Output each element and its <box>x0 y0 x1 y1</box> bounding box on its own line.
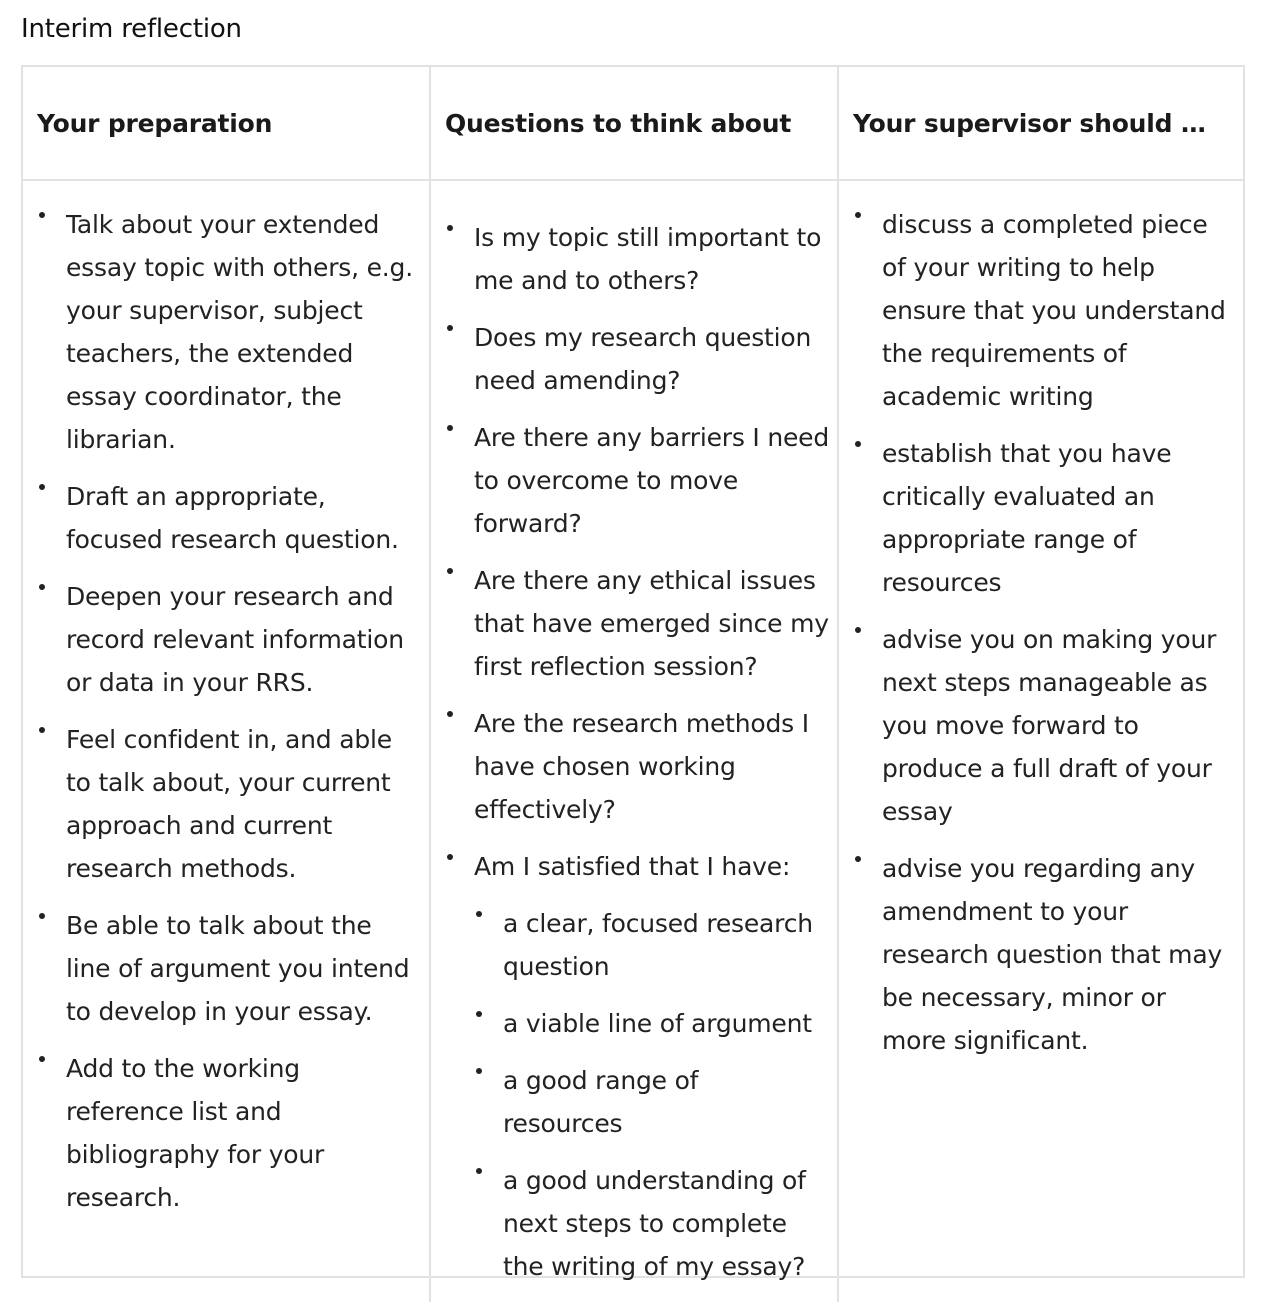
list-item: discuss a completed piece of your writing to help ensure that you understand the requirements of academic writing <box>839 203 1243 418</box>
list-item: Draft an appropriate, focused research question. <box>23 475 429 561</box>
list-item-label: Am I satisfied that I have: <box>474 852 791 881</box>
sub-list-item: a good understanding of next steps to complete the writing of my essay? <box>474 1159 831 1288</box>
header-questions: Questions to think about <box>431 67 839 181</box>
list-item: advise you regarding any amendment to your research question that may be necessary, minor or more significant. <box>839 847 1243 1062</box>
reflection-table <box>21 65 1245 1281</box>
sub-list-item: a good range of resources <box>474 1059 831 1145</box>
list-item: Are there any ethical issues that have emerged since my first reflection session? <box>431 559 837 688</box>
list-item: Does my research question need amending? <box>431 316 837 402</box>
header-supervisor: Your supervisor should … <box>839 67 1243 181</box>
list-item: Deepen your research and record relevant information or data in your RRS. <box>23 575 429 704</box>
list-item: Is my topic still important to me and to others? <box>431 216 837 302</box>
page-title: Interim reflection <box>21 14 242 44</box>
sub-list-item: a viable line of argument <box>474 1002 831 1045</box>
list-item: Are the research methods I have chosen working effectively? <box>431 702 837 831</box>
preparation-list <box>23 203 429 1219</box>
supervisor-column <box>839 181 1243 1302</box>
list-item: advise you on making your next steps manageable as you move forward to produce a full draft of your essay <box>839 618 1243 833</box>
list-item-satisfied <box>431 845 837 1288</box>
list-item: Are there any barriers I need to overcome to move forward? <box>431 416 837 545</box>
list-item: Feel confident in, and able to talk about, your current approach and current research methods. <box>23 718 429 890</box>
list-item: Talk about your extended essay topic with others, e.g. your supervisor, subject teachers, the extended essay coordinator, the librarian. <box>23 203 429 461</box>
list-item: Be able to talk about the line of argument you intend to develop in your essay. <box>23 904 429 1033</box>
supervisor-list <box>839 203 1243 1062</box>
preparation-column <box>23 181 431 1302</box>
questions-column <box>431 181 839 1302</box>
header-preparation: Your preparation <box>23 67 431 181</box>
satisfied-sublist <box>474 902 831 1288</box>
list-item: Add to the working reference list and bibliography for your research. <box>23 1047 429 1219</box>
sub-list-item: a clear, focused research question <box>474 902 831 988</box>
questions-list <box>431 203 837 1288</box>
list-item: establish that you have critically evaluated an appropriate range of resources <box>839 432 1243 604</box>
